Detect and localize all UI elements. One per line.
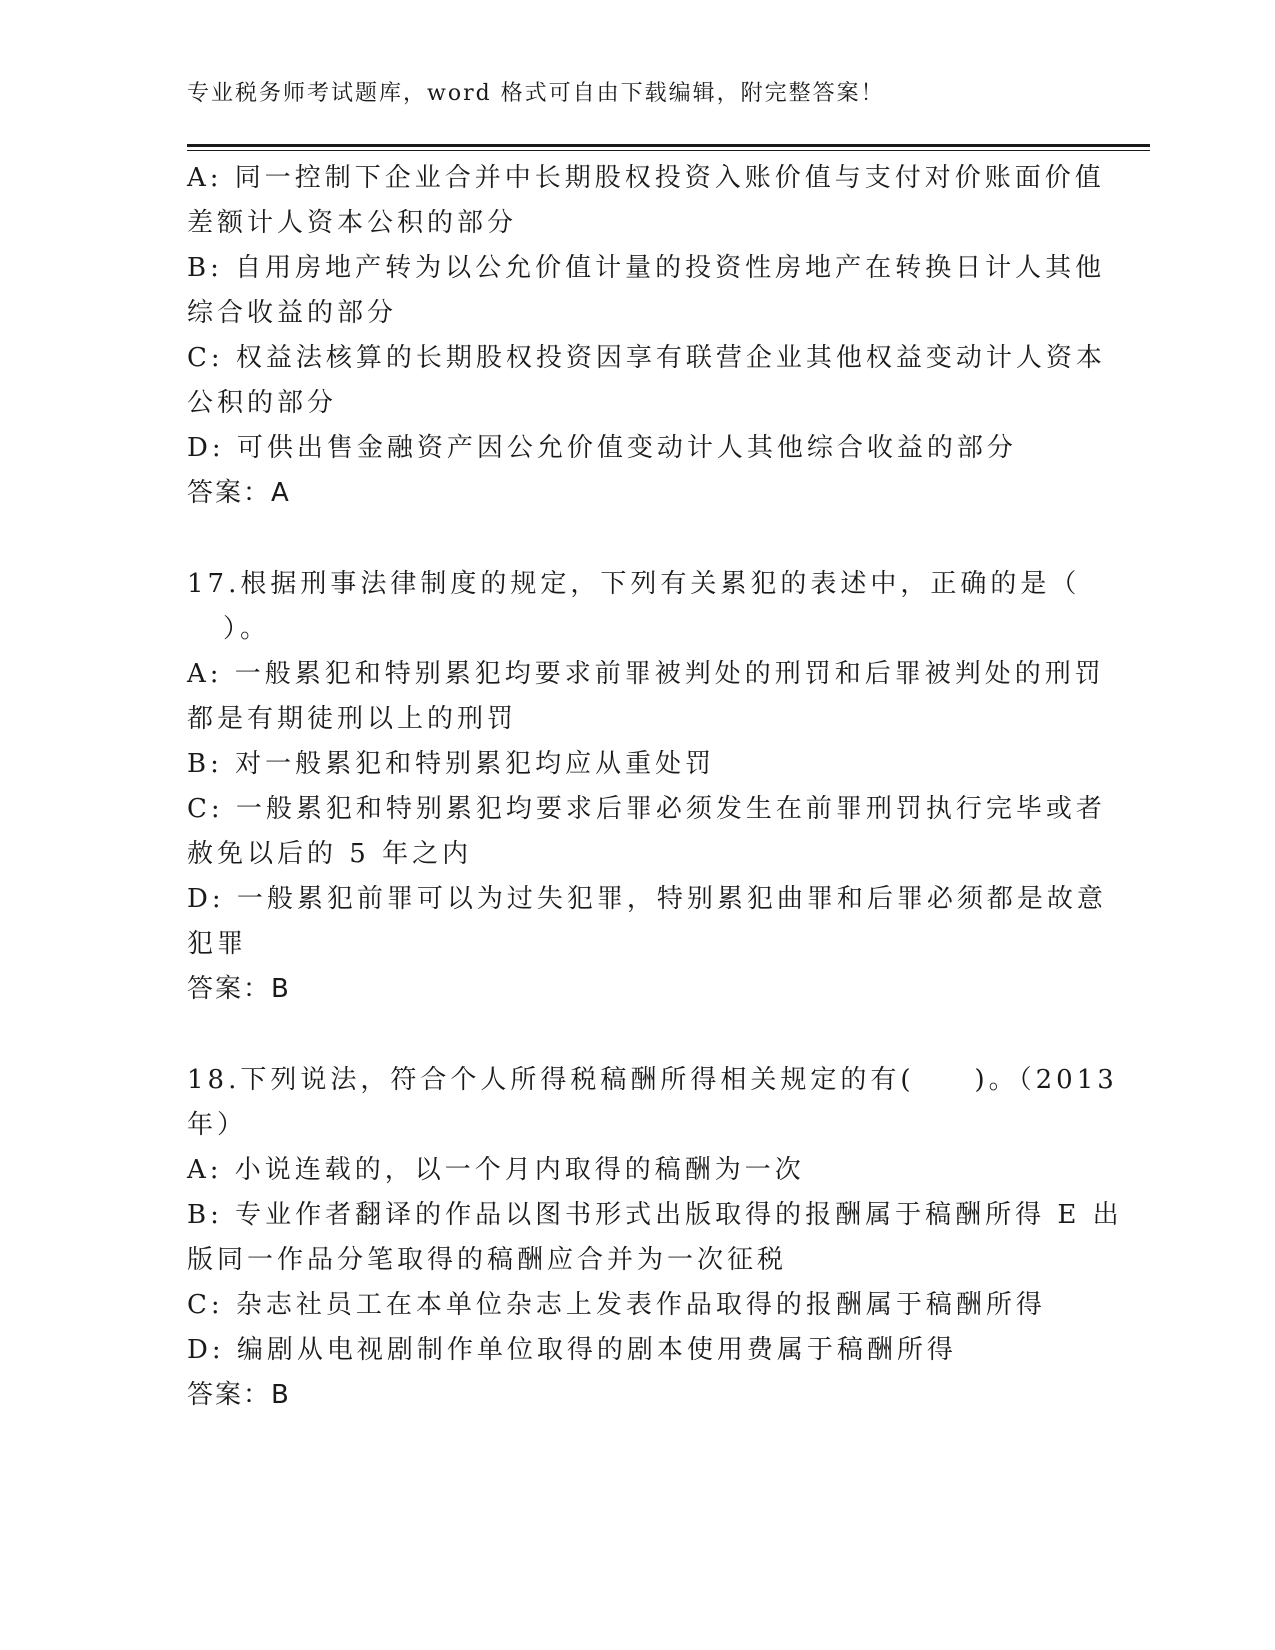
- spacer: [187, 516, 1087, 562]
- header-rule-thick: [187, 144, 1150, 147]
- q16-option-b: B: 自用房地产转为以公允价值计量的投资性房地产在转换日计人其他 综合收益的部分: [187, 253, 1106, 328]
- q16-option-d: D: 可供出售金融资产因公允价值变动计人其他综合收益的部分: [187, 433, 1017, 463]
- q17-stem: 17.根据刑事法律制度的规定，下列有关累犯的表述中，正确的是（ ）。: [187, 569, 1081, 644]
- header-rule-thin: [187, 150, 1150, 151]
- page-header: 专业税务师考试题库，word 格式可自由下载编辑，附完整答案！: [187, 81, 885, 106]
- q16-option-a: A: 同一控制下企业合并中长期股权投资入账价值与支付对价账面价值 差额计人资本公积的部分: [187, 163, 1105, 238]
- q18-stem: 18.下列说法，符合个人所得税稿酬所得相关规定的有( )。（2013 年）: [187, 1065, 1118, 1140]
- document-body: [187, 156, 1123, 1418]
- q16-answer: 答案：A: [187, 478, 291, 508]
- q17-option-d: D: 一般累犯前罪可以为过失犯罪，特别累犯曲罪和后罪必须都是故意 犯罪: [187, 884, 1107, 959]
- q17-option-c: C: 一般累犯和特别累犯均要求后罪必须发生在前罪刑罚执行完毕或者 赦免以后的 5 年之内: [187, 794, 1106, 869]
- q18-option-d: D: 编剧从电视剧制作单位取得的剧本使用费属于稿酬所得: [187, 1335, 957, 1365]
- q17-option-a: A: 一般累犯和特别累犯均要求前罪被判处的刑罚和后罪被判处的刑罚 都是有期徒刑以上的刑罚: [187, 659, 1105, 734]
- q18-option-b: B: 专业作者翻译的作品以图书形式出版取得的报酬属于稿酬所得 E 出 版同一作品分笔取得的稿酬应合并为一次征税: [187, 1200, 1123, 1275]
- q16-option-c: C: 权益法核算的长期股权投资因享有联营企业其他权益变动计人资本 公积的部分: [187, 343, 1106, 418]
- q18-answer: 答案：B: [187, 1380, 291, 1410]
- spacer: [187, 1012, 1087, 1058]
- q18-option-a: A: 小说连载的，以一个月内取得的稿酬为一次: [187, 1155, 805, 1185]
- q18-option-c: C: 杂志社员工在本单位杂志上发表作品取得的报酬属于稿酬所得: [187, 1290, 1046, 1320]
- q17-option-b: B: 对一般累犯和特别累犯均应从重处罚: [187, 749, 716, 779]
- q17-answer: 答案：B: [187, 974, 291, 1004]
